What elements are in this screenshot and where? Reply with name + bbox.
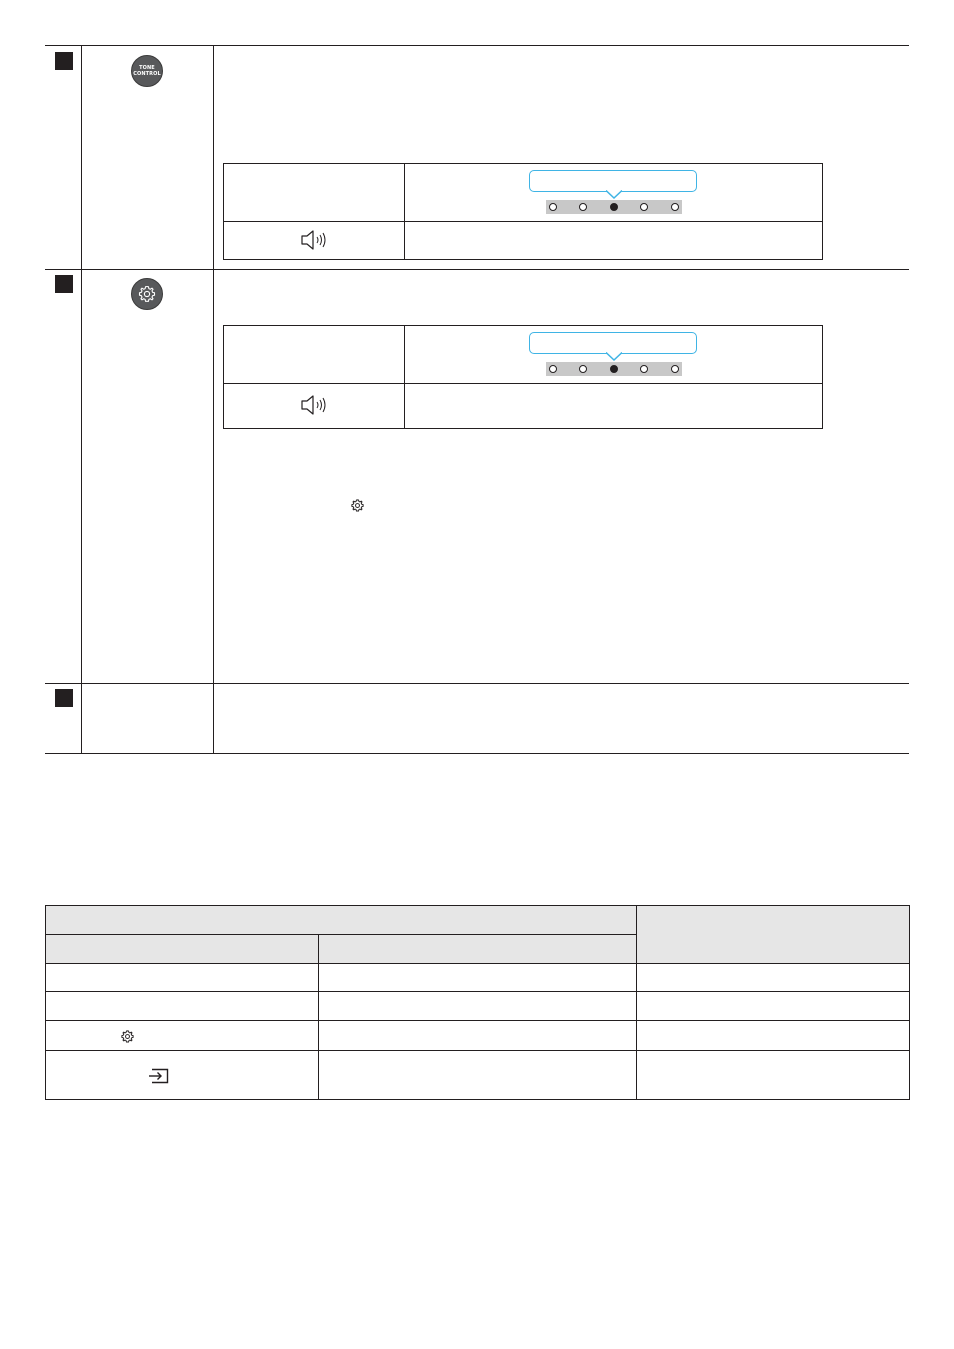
- level-dot: [549, 203, 557, 211]
- table-header-group: [45, 905, 637, 935]
- level-dot-active: [610, 203, 618, 211]
- table-cell: [318, 1050, 637, 1100]
- table-rule-bottom: [45, 753, 909, 754]
- table-cell: [318, 963, 637, 992]
- row-number-marker: [55, 52, 73, 70]
- level-dot: [640, 203, 648, 211]
- table-subheader-2: [318, 934, 637, 964]
- level-dot: [640, 365, 648, 373]
- table-cell: [636, 991, 910, 1021]
- settings-button-icon: [131, 278, 163, 310]
- display-bubble: [529, 332, 697, 354]
- table-cell: [45, 991, 319, 1021]
- gear-icon: [350, 498, 365, 513]
- display-bubble: [529, 170, 697, 192]
- tone-button-label-line2: CONTROL: [133, 71, 161, 77]
- illustration-row-divider: [223, 383, 823, 384]
- tone-control-button-icon: [131, 55, 163, 87]
- level-indicator-bar: [546, 362, 682, 376]
- row-number-marker: [55, 689, 73, 707]
- table-cell: [45, 1050, 319, 1100]
- table-col-divider-2: [213, 45, 214, 753]
- table-col-divider-1: [81, 45, 82, 753]
- level-dot: [579, 203, 587, 211]
- speaker-volume-icon: [300, 394, 330, 416]
- level-dot: [671, 203, 679, 211]
- table-cell: [318, 991, 637, 1021]
- table-subheader-1: [45, 934, 319, 964]
- table-cell: [45, 1020, 319, 1051]
- illustration-row-divider: [223, 221, 823, 222]
- gear-icon: [120, 1029, 135, 1044]
- level-dot: [579, 365, 587, 373]
- illustration-col-divider: [404, 325, 405, 429]
- table-rule-row2: [45, 683, 909, 684]
- table-header-right: [636, 905, 910, 964]
- row-number-marker: [55, 275, 73, 293]
- bubble-tail: [606, 190, 622, 200]
- tone-button-label-line1: TONE: [139, 65, 155, 71]
- level-dot-active: [610, 365, 618, 373]
- level-dot: [549, 365, 557, 373]
- table-cell: [318, 1020, 637, 1051]
- bubble-tail: [606, 352, 622, 362]
- table-rule-top: [45, 45, 909, 46]
- illustration-col-divider: [404, 163, 405, 260]
- table-cell: [636, 1050, 910, 1100]
- source-input-icon: [148, 1068, 169, 1084]
- table-cell: [636, 963, 910, 992]
- table-rule-row1: [45, 269, 909, 270]
- gear-icon: [137, 284, 157, 304]
- table-cell: [45, 963, 319, 992]
- level-dot: [671, 365, 679, 373]
- speaker-volume-icon: [300, 229, 330, 251]
- level-indicator-bar: [546, 200, 682, 214]
- table-cell: [636, 1020, 910, 1051]
